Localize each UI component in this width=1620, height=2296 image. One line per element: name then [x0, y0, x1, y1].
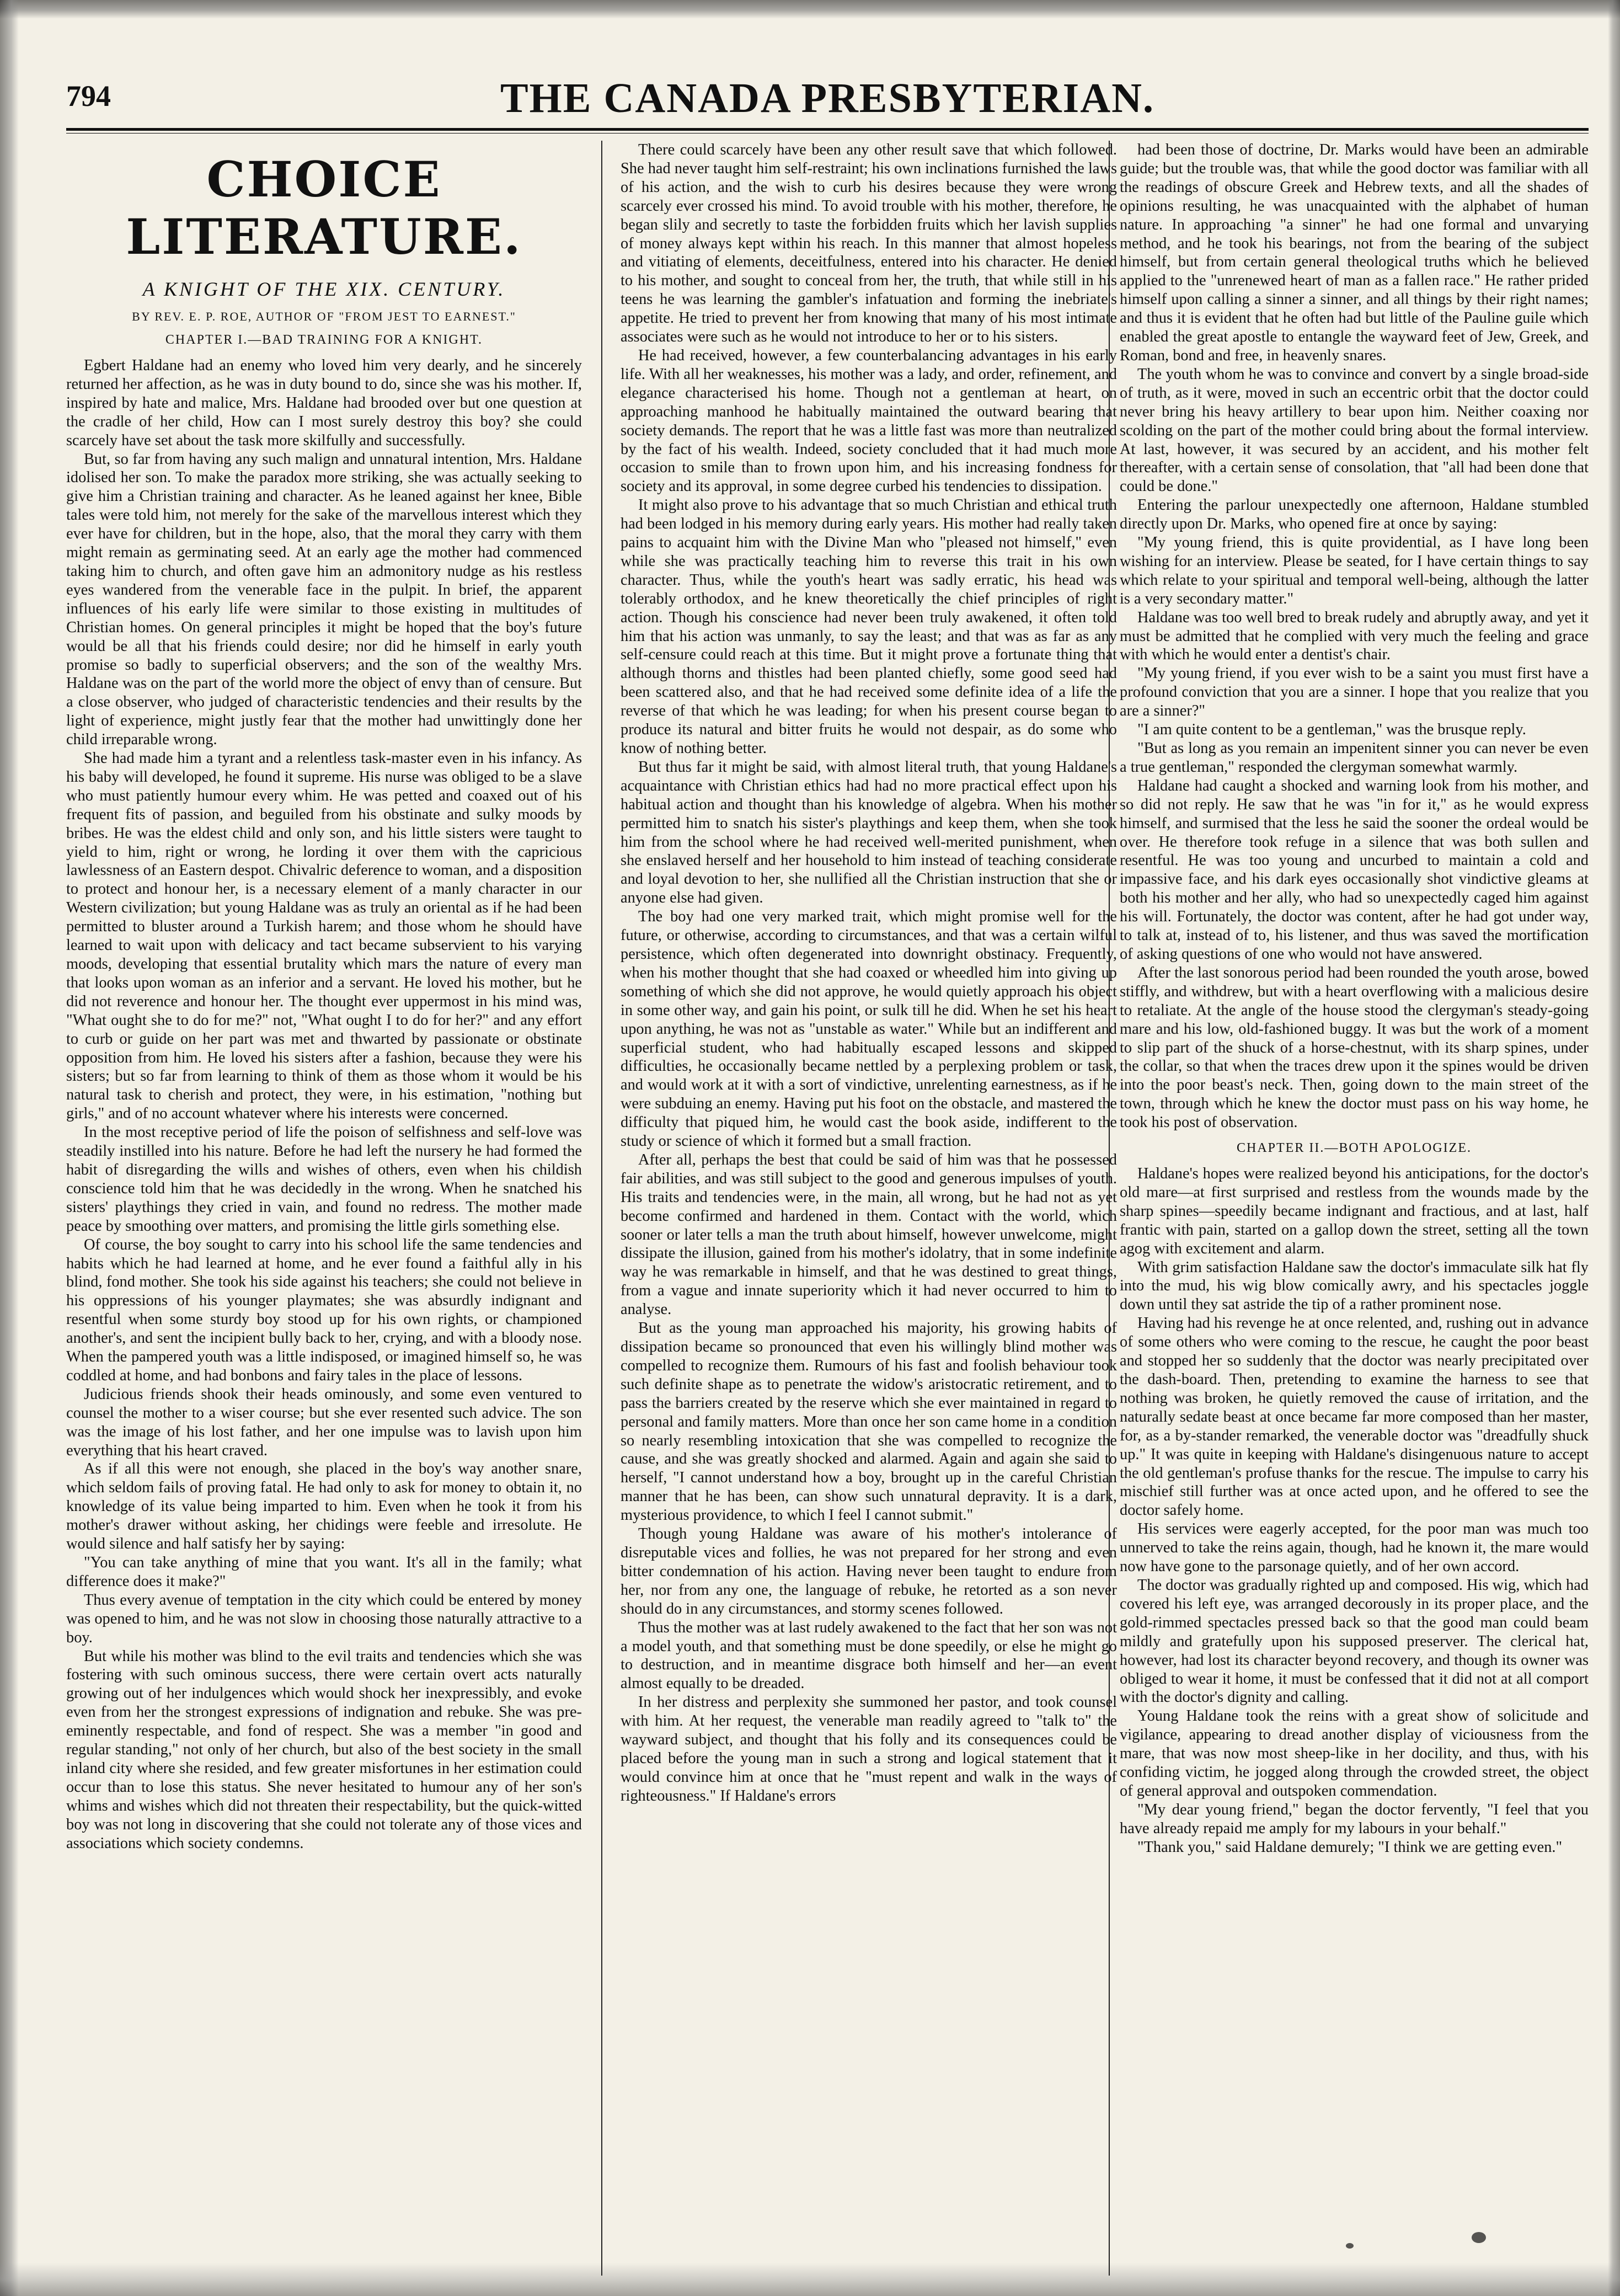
column-2 — [621, 141, 1117, 2281]
page-number: 794 — [66, 79, 111, 113]
chapter-heading: CHAPTER II.—BOTH APOLOGIZE. — [1237, 1141, 1472, 1156]
paragraph: The doctor was gradually righted up and composed. His wig, which had covered his left eye, was arranged decorously in its proper place, and the gold-rimmed spectacles pressed back so that the good man could beam mildly and gratefully upon his supposed preserver. The clerical hat, however, had lost its character beyond recovery, and though its owner was obliged to wear it home, it must be confessed that it did not at all comport with the doctor's dignity and calling. — [1120, 1576, 1589, 1706]
paragraph: Judicious friends shook their heads ominously, and some even ventured to counsel the mother to a wiser course; but she ever resented such advice. The son was the image of his lost father, and her one impulse was to lavish upon him everything that his heart craved. — [66, 1385, 582, 1459]
byline: BY REV. E. P. ROE, AUTHOR OF "FROM JEST TO EARNEST." — [132, 309, 516, 323]
paragraph: Entering the parlour unexpectedly one afternoon, Haldane stumbled directly upon Dr. Marks, who opened fire at once by saying: — [1120, 496, 1589, 533]
paragraph: "My young friend, this is quite providential, as I have long been wishing for an interview. Please be seated, for I have certain things to say which relate to your spiritual and temporal well-being, although the latter is a very secondary matter." — [1120, 534, 1589, 607]
article-text — [1120, 141, 1589, 1132]
section-title: CHOICE LITERATURE. — [126, 151, 522, 265]
paragraph: "You can take anything of mine that you want. It's all in the family; what difference does it make?" — [66, 1554, 582, 1590]
paragraph: His services were eagerly accepted, for the poor man was much too unnerved to take the reins again, though, had he known it, the mare would now have gone to the parsonage quietly, and of her own accord. — [1120, 1520, 1589, 1576]
scan-edge-top — [0, 0, 1620, 19]
paragraph: The youth whom he was to convince and convert by a single broad-side of truth, as it were, moved in such an eccentric orbit that the doctor could never bring his heavy artillery to bear upon him. Neither coaxing nor scolding on the part of the mother could bring about the formal interview. At last, however, it was secured by an accident, and his mother felt thereafter, with a certain sense of consolation, that "all had been done that could be done." — [1120, 365, 1589, 495]
paragraph: After the last sonorous period had been rounded the youth arose, bowed stiffly, and withdrew, but with a heart overflowing with a malicious desire to retaliate. At the angle of the house stood the clergyman's steady-going mare and his low, old-fashioned buggy. It was but the work of a moment to slip part of the shuck of a horse-chestnut, with its sharp spines, under the collar, so that when the traces drew upon it the spines would be driven into the poor beast's neck. Then, going down to the main street of the town, through which he knew the doctor must pass on his way home, he took his post of observation. — [1120, 964, 1589, 1131]
paragraph: "My young friend, if you ever wish to be a saint you must first have a profound conviction that you are a sinner. I hope that you realize that you are a sinner?" — [1120, 665, 1589, 720]
chapter-heading: CHAPTER I.—BAD TRAINING FOR A KNIGHT. — [165, 333, 483, 347]
paragraph: Haldane's hopes were realized beyond his anticipations, for the doctor's old mare—at first surprised and restless from the wounds made by the sharp spines—speedily became indignant and fractious, and at last, half frantic with pain, started on a gallop down the street, setting all the town agog with excitement and alarm. — [1120, 1165, 1589, 1257]
paragraph: "I am quite content to be a gentleman," was the brusque reply. — [1137, 721, 1526, 739]
scan-edge-left — [0, 0, 19, 2296]
paragraph: There could scarcely have been any other result save that which followed. She had never taught him self-restraint; his own inclinations furnished the laws of his action, and the wish to curb his desires because they were wrong scarcely ever crossed his mind. To avoid trouble with his mother, therefore, he began slily and secretly to taste the forbidden fruits which her lavish supplies of money always kept within his reach. In this manner that almost hopeless and vitiating of elements, deceitfulness, entered into his character. He denied to his mother, and sought to conceal from her, the truth, that while still in his teens he was learning the gambler's infatuation and forming the inebriate's appetite. He tried to prevent her from knowing that many of his most intimate associates were such as he would not introduce to her or to his sisters. — [621, 141, 1117, 346]
column-1 — [66, 141, 582, 2281]
paragraph: But, so far from having any such malign and unnatural intention, Mrs. Haldane idolised her son. To make the paradox more striking, she was actually seeking to give him a Christian training and character. As he leaned against her knee, Bible tales were told him, not merely for the sake of the marvellous interest which they ever have for children, but in the hope, also, that the moral they carry with them might remain as germinating seed. At an early age the mother had commenced taking him to church, and often gave him an admonitory nudge as his restless eyes wandered from the venerable face in the pulpit. In brief, the apparent influences of his early life were similar to those existing in multitudes of Christian homes. On general principles it might be hoped that the boy's future would be all that his friends could desire; nor did he himself in early youth promise so badly to superficial observers; and the son of the wealthy Mrs. Haldane was on the part of the world more the object of envy than of censure. But a close observer, who judged of characteristic tendencies and their results by the light of experience, might justly fear that the mother had unwittingly done her child irreparable wrong. — [66, 450, 582, 749]
paragraph: He had received, however, a few counterbalancing advantages in his early life. With all her weaknesses, his mother was a lady, and order, refinement, and elegance characterised his home. Though not a gentleman at heart, on approaching manhood he habitually maintained the outward bearing that society demands. The report that he was a little fast was more than neutralized by the fact of his wealth. Indeed, society concluded that it had much more occasion to smile than to frown upon him, and his increasing fondness for society and its approval, in some degree curbed his tendencies to dissipation. — [621, 346, 1117, 495]
paragraph: had been those of doctrine, Dr. Marks would have been an admirable guide; but the trouble was, that while the good doctor was familiar with all the readings of obscure Greek and Hebrew texts, and all the shades of opinions resulting, he was unacquainted with the alphabet of human nature. In approaching "a sinner" he had one formal and unvarying method, and he took his bearings, not from the bearing of the subject himself, but from certain general theological truths which he believed applied to the "unrenewed heart of man as a fallen race." He rather prided himself upon calling a sinner a sinner, and all things by their right names; and thus it is evident that he often had but little of the Pauline guile which enabled the great apostle to entangle the wayward feet of Jew, Greek, and Roman, bond and free, in heavenly snares. — [1120, 141, 1589, 364]
ink-blot — [1346, 2243, 1354, 2249]
scan-edge-right — [1608, 0, 1620, 2296]
paragraph: In her distress and perplexity she summoned her pastor, and took counsel with him. At her request, the venerable man readily agreed to "talk to" the wayward subject, and thought that his folly and its consequences could be placed before the young man in such a strong and logical statement that it would convince him at once that he "must repent and walk in the ways of righteousness." If Haldane's errors — [621, 1694, 1117, 1804]
paragraph: But thus far it might be said, with almost literal truth, that young Haldane's acquaintance with Christian ethics had had no more practical effect upon his habitual action and thought than his knowledge of algebra. When his mother permitted him to snatch his sister's playthings and keep them, when she took him from the school where he had received well-merited punishment, when she enslaved herself and her household to him instead of teaching considerate and loyal devotion to her, she nullified all the Christian instruction that she or anyone else had given. — [621, 758, 1117, 907]
paragraph: "But as long as you remain an impenitent sinner you can never be even a true gentleman," responded the clergyman somewhat warmly. — [1120, 740, 1589, 776]
article-text — [66, 356, 582, 1853]
article-text — [621, 141, 1117, 1806]
paragraph: It might also prove to his advantage that so much Christian and ethical truth had been lodged in his memory during early years. His mother had really taken pains to acquaint him with the Divine Man who "pleased not himself," even while she was practically teaching him to reverse this trait in his own character. Thus, while the youth's heart was sadly erratic, his head was tolerably orthodox, and he knew theoretically the chief principles of right action. Though his conscience had never been truly awakened, it often told him that his action was unmanly, to say the least; and that was as far as any self-censure could reach at this time. But it might prove a fortunate thing that although thorns and thistles had been planted chiefly, some good seed had been scattered also, and that he had received some definite idea of a life the reverse of that which he was leading; for when his present course began to produce its natural and bitter fruits he would not despair, as do some who know of nothing better. — [621, 496, 1117, 757]
paragraph: But as the young man approached his majority, his growing habits of dissipation became so pronounced that even his willingly blind mother was compelled to recognize them. Rumours of his fast and foolish behaviour took such definite shape as to penetrate the widow's aristocratic retirement, and to pass the barriers created by the reserve which she ever maintained in regard to personal and family matters. More than once her son came home in a condition so nearly resembling intoxication that she was compelled to recognize the cause, and she was greatly shocked and alarmed. Again and again she said to herself, "I cannot understand how a boy, brought up in the careful Christian manner that he has been, can show such unnatural depravity. It is a dark, mysterious providence, to which I feel I cannot submit." — [621, 1320, 1117, 1524]
paragraph: Having had his revenge he at once relented, and, rushing out in advance of some others who were coming to the rescue, he caught the poor beast and stopped her so suddenly that the doctor was nearly precipitated over the dash-board. Then, pretending to examine the harness to see that nothing was broken, he quietly removed the cause of irritation, and the naturally sedate beast at once became far more composed than her master, for, as a by-stander remarked, the venerable doctor was "dreadfully shuck up." It was quite in keeping with Haldane's disingenuous nature to accept the old gentleman's profuse thanks for the rescue. The impulse to carry his mischief still further was at once acted upon, and he offered to see the doctor safely home. — [1120, 1315, 1589, 1519]
column-3 — [1120, 141, 1589, 2281]
story-title: A KNIGHT OF THE XIX. CENTURY. — [142, 278, 506, 300]
paragraph: Haldane was too well bred to break rudely and abruptly away, and yet it must be admitted that he complied with very much the feeling and grace with which he would enter a dentist's chair. — [1120, 608, 1589, 664]
paragraph: Haldane had caught a shocked and warning look from his mother, and so did not reply. He saw that he was "in for it," as he would express himself, and surmised that the less he said the sooner the ordeal would be over. He therefore took refuge in a silence that was both sullen and resentful. He was too young and uncurbed to maintain a cold and impassive face, and his dark eyes occasionally shot vindictive gleams at both his mother and her ally, who had so unexpectedly caged him against his will. Fortunately, the doctor was content, after he had got under way, to talk at, instead of to, his listener, and thus was saved the mortification of asking questions of one who would not have answered. — [1120, 777, 1589, 963]
header-rule — [66, 128, 1589, 131]
paragraph: Young Haldane took the reins with a great show of solicitude and vigilance, appearing to dread another display of viciousness from the mare, that was now most sheep-like in her docility, and thus, with his confiding victim, he jogged along through the crowded street, the object of general approval and outspoken commendation. — [1120, 1707, 1589, 1800]
paragraph: Of course, the boy sought to carry into his school life the same tendencies and habits which he had learned at home, and he ever found a faithful ally in his blind, fond mother. She took his side against his teachers; she could not believe in his oppressions of his younger playmates; she was absurdly indignant and resentful when some sturdy boy stood up for his own rights, or championed another's, and sent the incipient bully back to her, crying, and with a bloody nose. When the pampered youth was a little indisposed, or imagined himself so, he was coddled at home, and had bonbons and fairy tales in the place of lessons. — [66, 1236, 582, 1384]
paragraph: Egbert Haldane had an enemy who loved him very dearly, and he sincerely returned her affection, as he was in duty bound to do, since she was his mother. If, inspired by hate and malice, Mrs. Haldane had brooded over but one question at the cradle of her child, How can I most surely destroy this boy? she could scarcely have set about the task more skilfully and successfully. — [66, 357, 582, 449]
paragraph: But while his mother was blind to the evil traits and tendencies which she was fostering with such ominous success, there were certain overt acts naturally growing out of her indulgences which would shock her inexpressibly, and evoke even from her the strongest expressions of indignation and rebuke. She was pre-eminently respectable, and fond of respect. She was a member "in good and regular standing," not only of her church, but also of the best society in the small inland city where she resided, and few greater misfortunes in her estimation could occur than to lose this status. She never hesitated to humour any of her son's whims and wishes which did not threaten their respectability, but the quick-witted boy was not long in discovering that she could not tolerate any of those vices and associations which society condemns. — [66, 1647, 582, 1852]
page-header — [66, 74, 1589, 119]
paragraph: As if all this were not enough, she placed in the boy's way another snare, which seldom fails of proving fatal. He had only to ask for money to obtain it, no knowledge of its value being imparted to him. Even when he took it from his mother's drawer without asking, her chidings were feeble and irresolute. He would silence and half satisfy her by saying: — [66, 1460, 582, 1553]
column-divider — [601, 141, 602, 2276]
paragraph: She had made him a tyrant and a relentless task-master even in his infancy. As his baby will developed, he found it supreme. His nurse was obliged to be a slave who must patiently humour every whim. He was petted and coaxed out of his frequent fits of passion, and beguiled from his obstinate and sulky moods by bribes. He was the eldest child and only son, and his little sisters were taught to yield to him, right or wrong, he lording it over them with the capricious lawlessness of an Eastern despot. Chivalric deference to woman, and a disposition to protect and honour her, is a necessary element of a manly character in our Western civilization; but young Haldane was as truly an oriental as if he had been permitted to bluster around a Turkish harem; and those whom he should have learned to wait upon with delicacy and tact became subservient to his varying moods, developing that essential brutality which mars the nature of every man that looks upon woman as an inferior and a servant. He loved his mother, but he did not reverence and honour her. The thought ever uppermost in his mind was, "What ought she to do for me?" not, "What ought I to do for her?" and any effort to curb or guide on her part was met and thwarted by passionate or obstinate opposition from him. He loved his sisters after a fashion, because they were his sisters; but so far from learning to think of them as those whom it would be his natural task to cherish and protect, they were, in his estimation, "nothing but girls," and of no account whatever where his interests were concerned. — [66, 750, 582, 1123]
paragraph: After all, perhaps the best that could be said of him was that he possessed fair abilities, and was still subject to the good and generous impulses of youth. His traits and tendencies were, in the main, all wrong, but he had not as yet become confirmed and hardened in them. Contact with the world, which sooner or later tells a man the truth about himself, however unwelcome, might dissipate the illusion, gained from his mother's idolatry, that in some indefinite way he was remarkable in himself, and that he was destined to great things, from a vague and innate superiority which it had never occurred to him to analyse. — [621, 1151, 1117, 1318]
paragraph: "My dear young friend," began the doctor fervently, "I feel that you have already repaid me amply for my labours in your behalf." — [1120, 1801, 1589, 1837]
paragraph: Thus every avenue of temptation in the city which could be entered by money was opened to him, and he was not slow in choosing those naturally attractive to a boy. — [66, 1591, 582, 1646]
paragraph: With grim satisfaction Haldane saw the doctor's immaculate silk hat fly into the mud, his wig blow comically awry, and his spectacles joggle down until they sat astride the tip of a rather prominent nose. — [1120, 1258, 1589, 1313]
paragraph: The boy had one very marked trait, which might promise well for the future, or otherwise, according to circumstances, and that was a certain wilful persistence, which often degenerated into downright obstinacy. Frequently, when his mother thought that she had coaxed or wheedled him into giving up something of which she did not approve, he would quietly approach his object in some other way, and gain his point, or sulk till he did. When he set his heart upon anything, he was not as "unstable as water." While but an indifferent and superficial student, who had habitually escaped lessons and skipped difficulties, he occasionally became nettled by a perplexing problem or task, and would work at it with a sort of vindictive, unrelenting earnestness, as if he were subduing an enemy. Having put his foot on the obstacle, and mastered the difficulty that piqued him, he would cast the book aside, indifferent to the study or science of which it formed but a small fraction. — [621, 908, 1117, 1150]
publication-title: THE CANADA PRESBYTERIAN. — [500, 75, 1155, 121]
paragraph: "Thank you," said Haldane demurely; "I think we are getting even." — [1137, 1838, 1563, 1856]
paragraph: Though young Haldane was aware of his mother's intolerance of disreputable vices and follies, he was not prepared for her strong and even bitter condemnation of his action. Having never been taught to endure from her, nor from any one, the language of rebuke, he retorted as a son never should do in any circumstances, and stormy scenes followed. — [621, 1525, 1117, 1617]
paragraph: In the most receptive period of life the poison of selfishness and self-love was steadily instilled into his nature. Before he had left the nursery he had formed the habit of disregarding the wills and wishes of others, even when his childish conscience told him that he was decidedly in the wrong. When he snatched his sisters' playthings they cried in vain, and found no redress. The mother made peace by smoothing over matters, and promising the little girls something else. — [66, 1124, 582, 1235]
article-text — [1120, 1165, 1589, 1857]
header-rule-thin — [66, 133, 1589, 134]
paragraph: Thus the mother was at last rudely awakened to the fact that her son was not a model youth, and that something must be done speedily, or else he might go to destruction, and in meantime disgrace both himself and her—an event almost equally to be dreaded. — [621, 1619, 1117, 1692]
ink-blot — [1472, 2232, 1486, 2243]
